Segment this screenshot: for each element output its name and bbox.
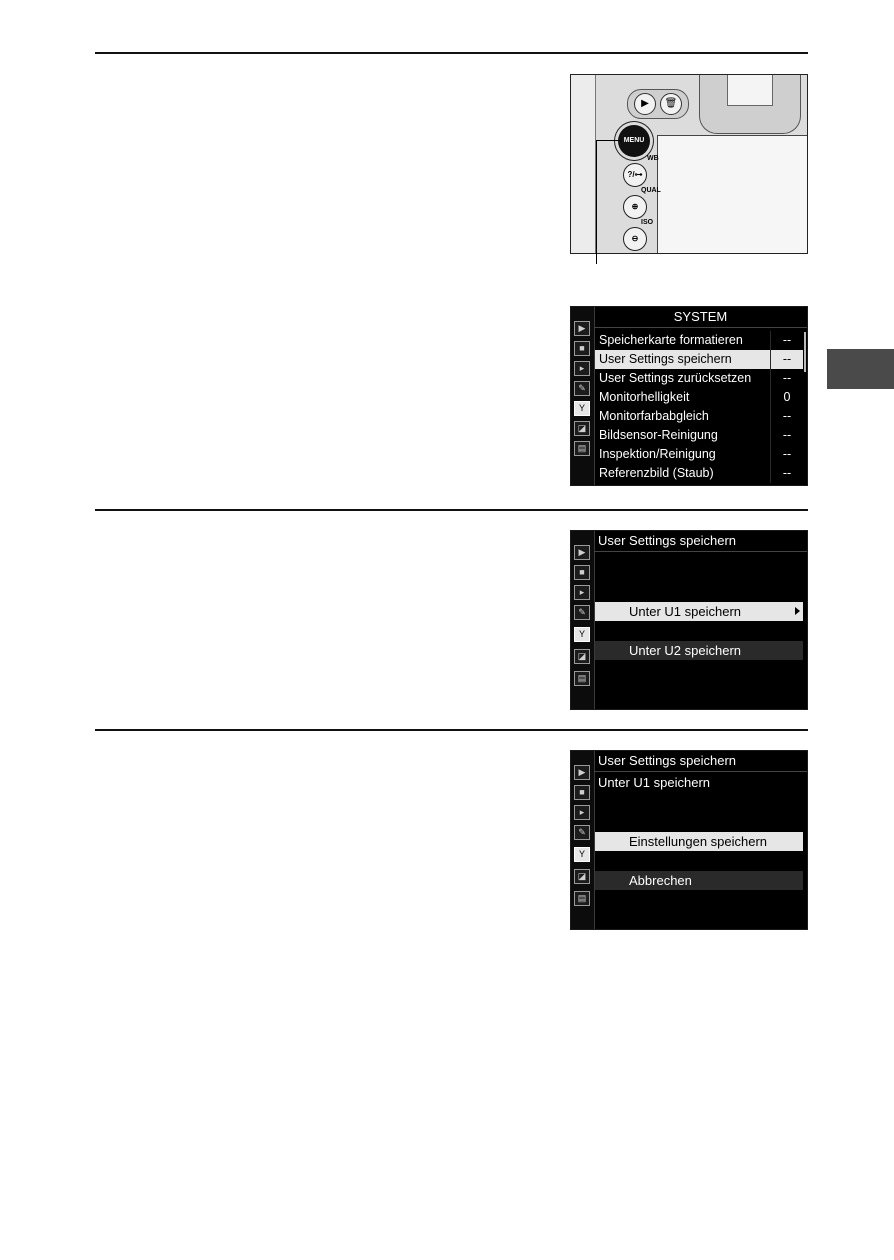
scrollbar[interactable] [804,332,806,372]
my-menu-icon[interactable]: ▤ [574,891,590,906]
menu-item-inspection-cleaning[interactable] [595,445,803,464]
retouch-icon[interactable]: ◪ [574,421,590,436]
menu-item-value: -- [770,464,803,483]
menu-button[interactable]: MENU [618,125,650,157]
menu-icon-column [571,751,595,929]
lcd-monitor [657,135,808,254]
movie-menu-icon[interactable]: ▸ [574,585,590,600]
top-button-group [627,89,689,119]
delete-button[interactable]: 🗑 [660,93,682,115]
camera-menu-icon[interactable]: ■ [574,341,590,356]
screen-subtitle: Unter U1 speichern [598,775,710,790]
screen-title: User Settings speichern [598,753,737,768]
retouch-icon[interactable]: ◪ [574,649,590,664]
option-label: Abbrechen [629,873,692,888]
title-rule [594,327,807,328]
wrench-icon[interactable]: Y [574,401,590,416]
movie-menu-icon[interactable]: ▸ [574,805,590,820]
menu-item-sensor-cleaning[interactable] [595,426,803,445]
playback-menu-icon[interactable]: ▶ [574,765,590,780]
screen-title: User Settings speichern [598,533,737,548]
menu-item-save-user-settings[interactable] [595,350,803,369]
confirm-save-screen [570,750,808,930]
option-label: Unter U2 speichern [629,643,741,658]
help-protect-button[interactable]: ?/⊶ [623,163,647,187]
menu-item-value: -- [770,426,803,445]
retouch-icon[interactable]: ◪ [574,869,590,884]
playback-menu-icon[interactable]: ▶ [574,321,590,336]
wb-label: WB [647,155,659,162]
pencil-icon[interactable]: ✎ [574,825,590,840]
title-rule [594,771,807,772]
save-user-settings-screen [570,530,808,710]
menu-item-value: -- [770,350,803,369]
arrow-right-icon [795,607,800,615]
camera-menu-icon[interactable]: ■ [574,785,590,800]
menu-item-value: -- [770,369,803,388]
system-menu-screen [570,306,808,486]
camera-back-illustration [570,74,808,254]
menu-item-label: Referenzbild (Staub) [599,466,714,480]
menu-item-label: Bildsensor-Reinigung [599,428,718,442]
playback-menu-icon[interactable]: ▶ [574,545,590,560]
zoom-out-button[interactable]: ⊖ [623,227,647,251]
screen-title: SYSTEM [673,309,728,324]
callout-line-vertical [596,140,597,264]
option-label: Einstellungen speichern [629,834,768,849]
menu-item-label: User Settings speichern [599,352,732,366]
movie-menu-icon[interactable]: ▸ [574,361,590,376]
playback-button[interactable]: ▶ [634,93,656,115]
menu-icon-column [571,531,595,709]
pencil-icon[interactable]: ✎ [574,605,590,620]
viewfinder [727,75,773,106]
option-label: Unter U1 speichern [629,604,741,619]
menu-item-label: Monitorfarbabgleich [599,409,709,423]
menu-icon-column [571,307,595,485]
menu-item-label: Inspektion/Reinigung [599,447,716,461]
menu-item-monitor-brightness[interactable] [595,388,803,407]
section-rule-1 [95,52,808,54]
menu-item-monitor-color[interactable] [595,407,803,426]
chapter-tab [827,349,894,389]
section-rule-2 [95,509,808,511]
wrench-icon[interactable]: Y [574,627,590,642]
my-menu-icon[interactable]: ▤ [574,441,590,456]
title-rule [594,551,807,552]
menu-item-value: 0 [770,388,803,407]
menu-item-value: -- [770,331,803,350]
option-save-u2[interactable] [595,641,803,660]
camera-menu-icon[interactable]: ■ [574,565,590,580]
menu-item-label: Speicherkarte formatieren [599,333,743,347]
section-rule-3 [95,729,808,731]
menu-item-label: User Settings zurücksetzen [599,371,752,385]
pencil-icon[interactable]: ✎ [574,381,590,396]
menu-item-dust-reference[interactable] [595,464,803,483]
option-cancel[interactable] [595,871,803,890]
option-save-u1[interactable] [595,602,803,621]
zoom-in-button[interactable]: ⊕ [623,195,647,219]
menu-item-value: -- [770,445,803,464]
menu-item-label: Monitorhelligkeit [599,390,690,404]
menu-item-value: -- [770,407,803,426]
option-save-settings[interactable] [595,832,803,851]
menu-item-format-card[interactable] [595,331,803,350]
iso-label: ISO [641,219,654,226]
wrench-icon[interactable]: Y [574,847,590,862]
my-menu-icon[interactable]: ▤ [574,671,590,686]
callout-line-horizontal [596,140,622,141]
menu-item-reset-user-settings[interactable] [595,369,803,388]
qual-label: QUAL [641,187,661,194]
